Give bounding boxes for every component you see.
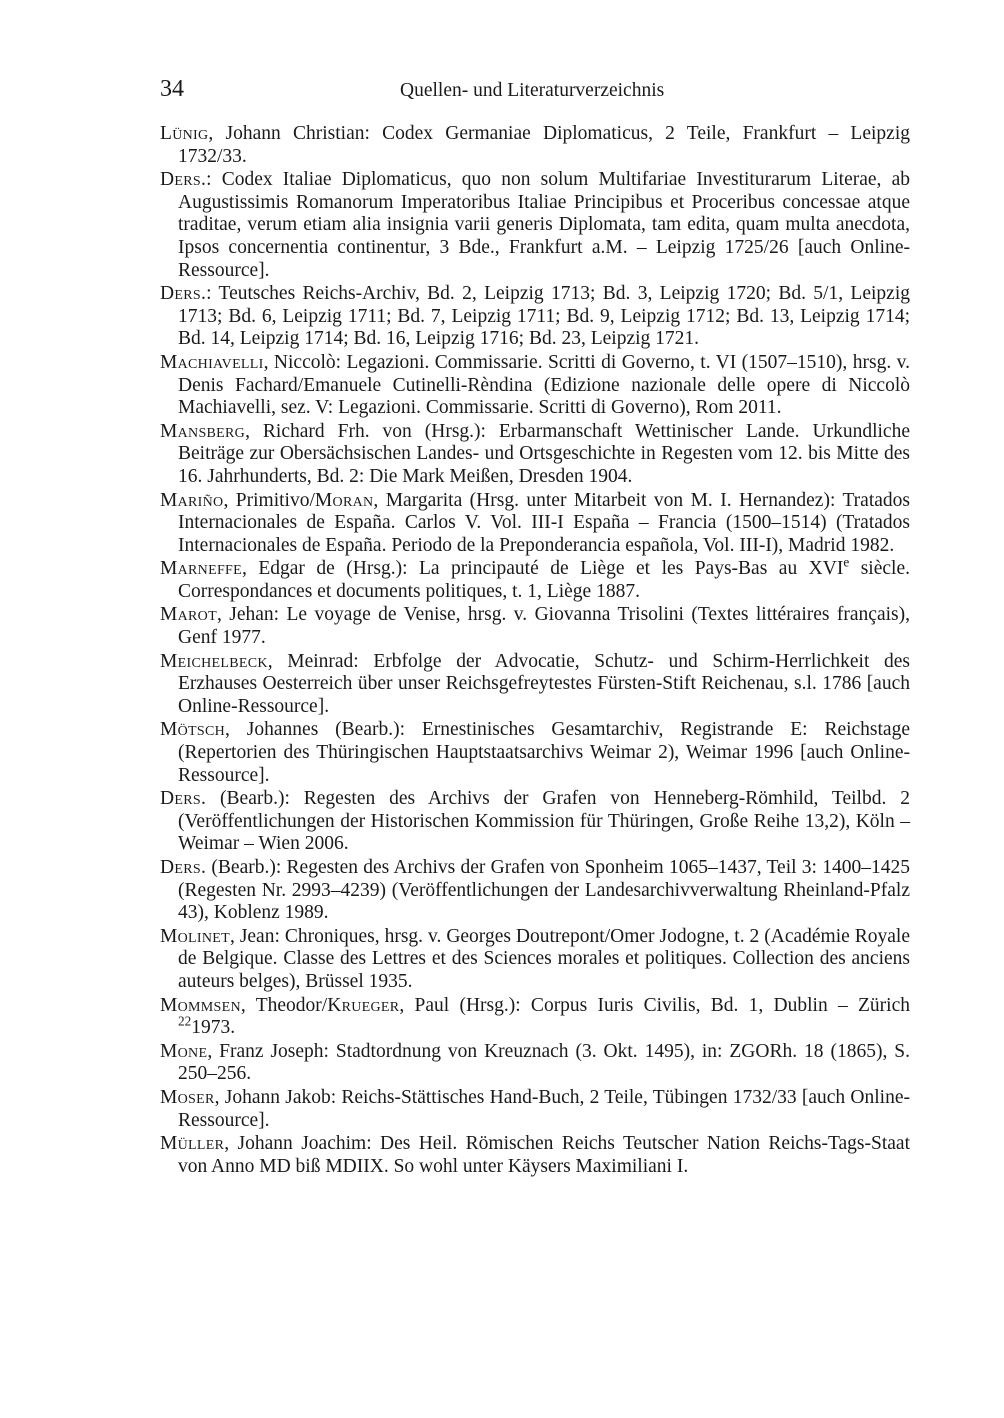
author-name: Ders. xyxy=(160,169,207,191)
bibliography-entry xyxy=(160,421,910,489)
bibliography-list xyxy=(160,123,910,1179)
entry-text: , Edgar de (Hrsg.): La principauté de Liège et les Pays-Bas au XVI xyxy=(241,558,844,580)
entry-text: , Johann Joachim: Des Heil. Römischen Reichs Teutscher Nation Reichs-Tags-Staat von Anno MD biß MDIIX. So wohl unter Käysers Maximiliani I. xyxy=(178,1133,910,1177)
author-name: Lünig xyxy=(160,123,209,144)
bibliography-entry xyxy=(160,169,910,282)
author-name: Müller xyxy=(160,1133,225,1155)
bibliography-entry xyxy=(160,490,910,558)
entry-text: , Johann Christian: Codex Germaniae Diplomaticus, 2 Teile, Frankfurt – Leipzig 1732/33. xyxy=(178,123,910,167)
entry-text: , Niccolò: Legazioni. Commissarie. Scritti di Governo, t. VI (1507–1510), hrsg. v. Denis Fachard/Emanuele Cutinelli-Rèndina (Edizione nazionale delle opere di Niccolò Machiavelli, sez. V: Legazioni. Commissarie. Scritti di Governo), Rom 2011. xyxy=(178,351,910,419)
bibliography-entry xyxy=(160,604,910,649)
author-name: Molinet xyxy=(160,925,230,947)
author-name: Ders. xyxy=(160,857,207,878)
entry-text: (Bearb.): Regesten des Archivs der Grafen von Sponheim 1065–1437, Teil 3: 1400–1425 (Regesten Nr. 2993–4239) (Veröffentlichungen der Landesarchivverwaltung Rheinland-Pfalz 43), Koblenz 1989. xyxy=(178,857,910,924)
bibliography-entry xyxy=(160,1133,910,1178)
author-name: Mötsch xyxy=(160,719,226,741)
entry-text: , Richard Frh. von (Hrsg.): Erbarmanschaft Wettinischer Lande. Urkundliche Beiträge zur Obersächsischen Landes- und Ortsgeschichte in Regesten vom 12. bis Mitte des 16. Jahrhunderts, Bd. 2: Die Mark Meißen, Dresden 1904. xyxy=(178,420,910,487)
author-name: Mansberg xyxy=(160,420,246,442)
entry-text: , Margarita (Hrsg. unter Mitarbeit von M. I. Hernandez): Tratados Internacionales de España. Carlos V. Vol. III-I España – Francia (1500–1514) (Tratados Internacionales de España. Periodo de la Preponderancia española, Vol. III-I), Madrid 1982. xyxy=(178,489,910,556)
bibliography-entry xyxy=(160,1087,910,1132)
bibliography-entry xyxy=(160,719,910,787)
bibliography-entry xyxy=(160,651,910,719)
entry-text: 1973. xyxy=(191,1017,236,1039)
entry-text: : Teutsches Reichs-Archiv, Bd. 2, Leipzig 1713; Bd. 3, Leipzig 1720; Bd. 5/1, Leipzig 1713; Bd. 6, Leipzig 1711; Bd. 7, Leipzig 1711; Bd. 9, Leipzig 1712; Bd. 13, Leipzig 1714; Bd. 14, Leipzig 1714; Bd. 16, Leipzig 1716; Bd. 23, Leipzig 1721. xyxy=(178,283,910,350)
bibliography-entry xyxy=(160,926,910,994)
entry-text: , Paul (Hrsg.): Corpus Iuris Civilis, Bd. 1, Dublin – Zürich xyxy=(399,994,910,1016)
author-name: Ders. xyxy=(160,788,207,810)
bibliography-entry xyxy=(160,352,910,420)
author-name: Mariño xyxy=(160,489,224,511)
author-name: Marneffe xyxy=(160,558,242,580)
entry-text: , Franz Joseph: Stadtordnung von Kreuznach (3. Okt. 1495), in: ZGORh. 18 (1865), S. 250–256. xyxy=(178,1040,910,1085)
author-name: Machiavelli xyxy=(160,351,264,373)
bibliography-entry xyxy=(160,283,910,351)
entry-text: , Theodor/ xyxy=(240,994,328,1016)
entry-text: : Codex Italiae Diplomaticus, quo non solum Multifariae Investiturarum Literae, ab Augustissimis Romanorum Imperatoribus Italiae Principibus et Proceribus concessae atque traditae, verum etiam alia insignia varii generis Diplomata, tam edita, quam multa anecdota, Ipsos concernentia continentur, 3 Bde., Frankfurt a.M. – Leipzig 1725/26 [auch Online-Ressource]. xyxy=(178,169,910,281)
page-header xyxy=(160,76,910,108)
author-name: Mommsen xyxy=(160,994,241,1016)
entry-text: , Jean: Chroniques, hrsg. v. Georges Doutrepont/Omer Jodogne, t. 2 (Académie Royale de Belgique. Classe des Lettres et des Sciences morales et politiques. Collection des anciens auteurs belges), Brüssel 1935. xyxy=(178,925,910,992)
author-name: Marot xyxy=(160,604,217,626)
bibliography-entry xyxy=(160,995,910,1040)
superscript: 22 xyxy=(178,1013,192,1029)
entry-text: (Bearb.): Regesten des Archivs der Grafen von Henneberg-Römhild, Teilbd. 2 (Veröffentlichungen der Historischen Kommission für Thüringen, Große Reihe 13,2), Köln – Weimar – Wien 2006. xyxy=(178,788,910,855)
second-author-name: Krueger xyxy=(327,994,400,1016)
page-number: 34 xyxy=(160,76,184,102)
author-name: Meichelbeck xyxy=(160,650,268,672)
bibliography-entry xyxy=(160,788,910,856)
bibliography-entry xyxy=(160,555,910,603)
entry-text: siècle. Correspondances et documents politiques, t. 1, Liège 1887. xyxy=(178,558,910,602)
bibliography-entry xyxy=(160,857,910,925)
author-name: Moser xyxy=(160,1086,215,1108)
author-name: Mone xyxy=(160,1040,208,1062)
author-name: Ders. xyxy=(160,283,207,305)
running-title: Quellen- und Literaturverzeichnis xyxy=(400,80,665,101)
entry-text: , Meinrad: Erbfolge der Advocatie, Schutz- und Schirm-Herrlichkeit des Erzhauses Oesterreich über unser Reichsgefreytestes Fürsten-Stift Reichenau, s.l. 1786 [auch Online-Ressource]. xyxy=(178,650,910,717)
superscript: e xyxy=(843,555,850,570)
bibliography-entry xyxy=(160,1041,910,1086)
entry-text: , Johannes (Bearb.): Ernestinisches Gesamtarchiv, Registrande E: Reichstage (Repertorien des Thüringischen Hauptstaatsarchivs Weimar 2), Weimar 1996 [auch Online-Ressource]. xyxy=(178,719,910,786)
second-author-name: Moran xyxy=(314,489,374,511)
entry-text: , Jehan: Le voyage de Venise, hrsg. v. Giovanna Trisolini (Textes littéraires français), Genf 1977. xyxy=(178,604,910,649)
entry-text: , Primitivo/ xyxy=(223,489,315,511)
bibliography-entry xyxy=(160,123,910,168)
entry-text: , Johann Jakob: Reichs-Stättisches Hand-Buch, 2 Teile, Tübingen 1732/33 [auch Online-Ressource]. xyxy=(178,1086,910,1131)
